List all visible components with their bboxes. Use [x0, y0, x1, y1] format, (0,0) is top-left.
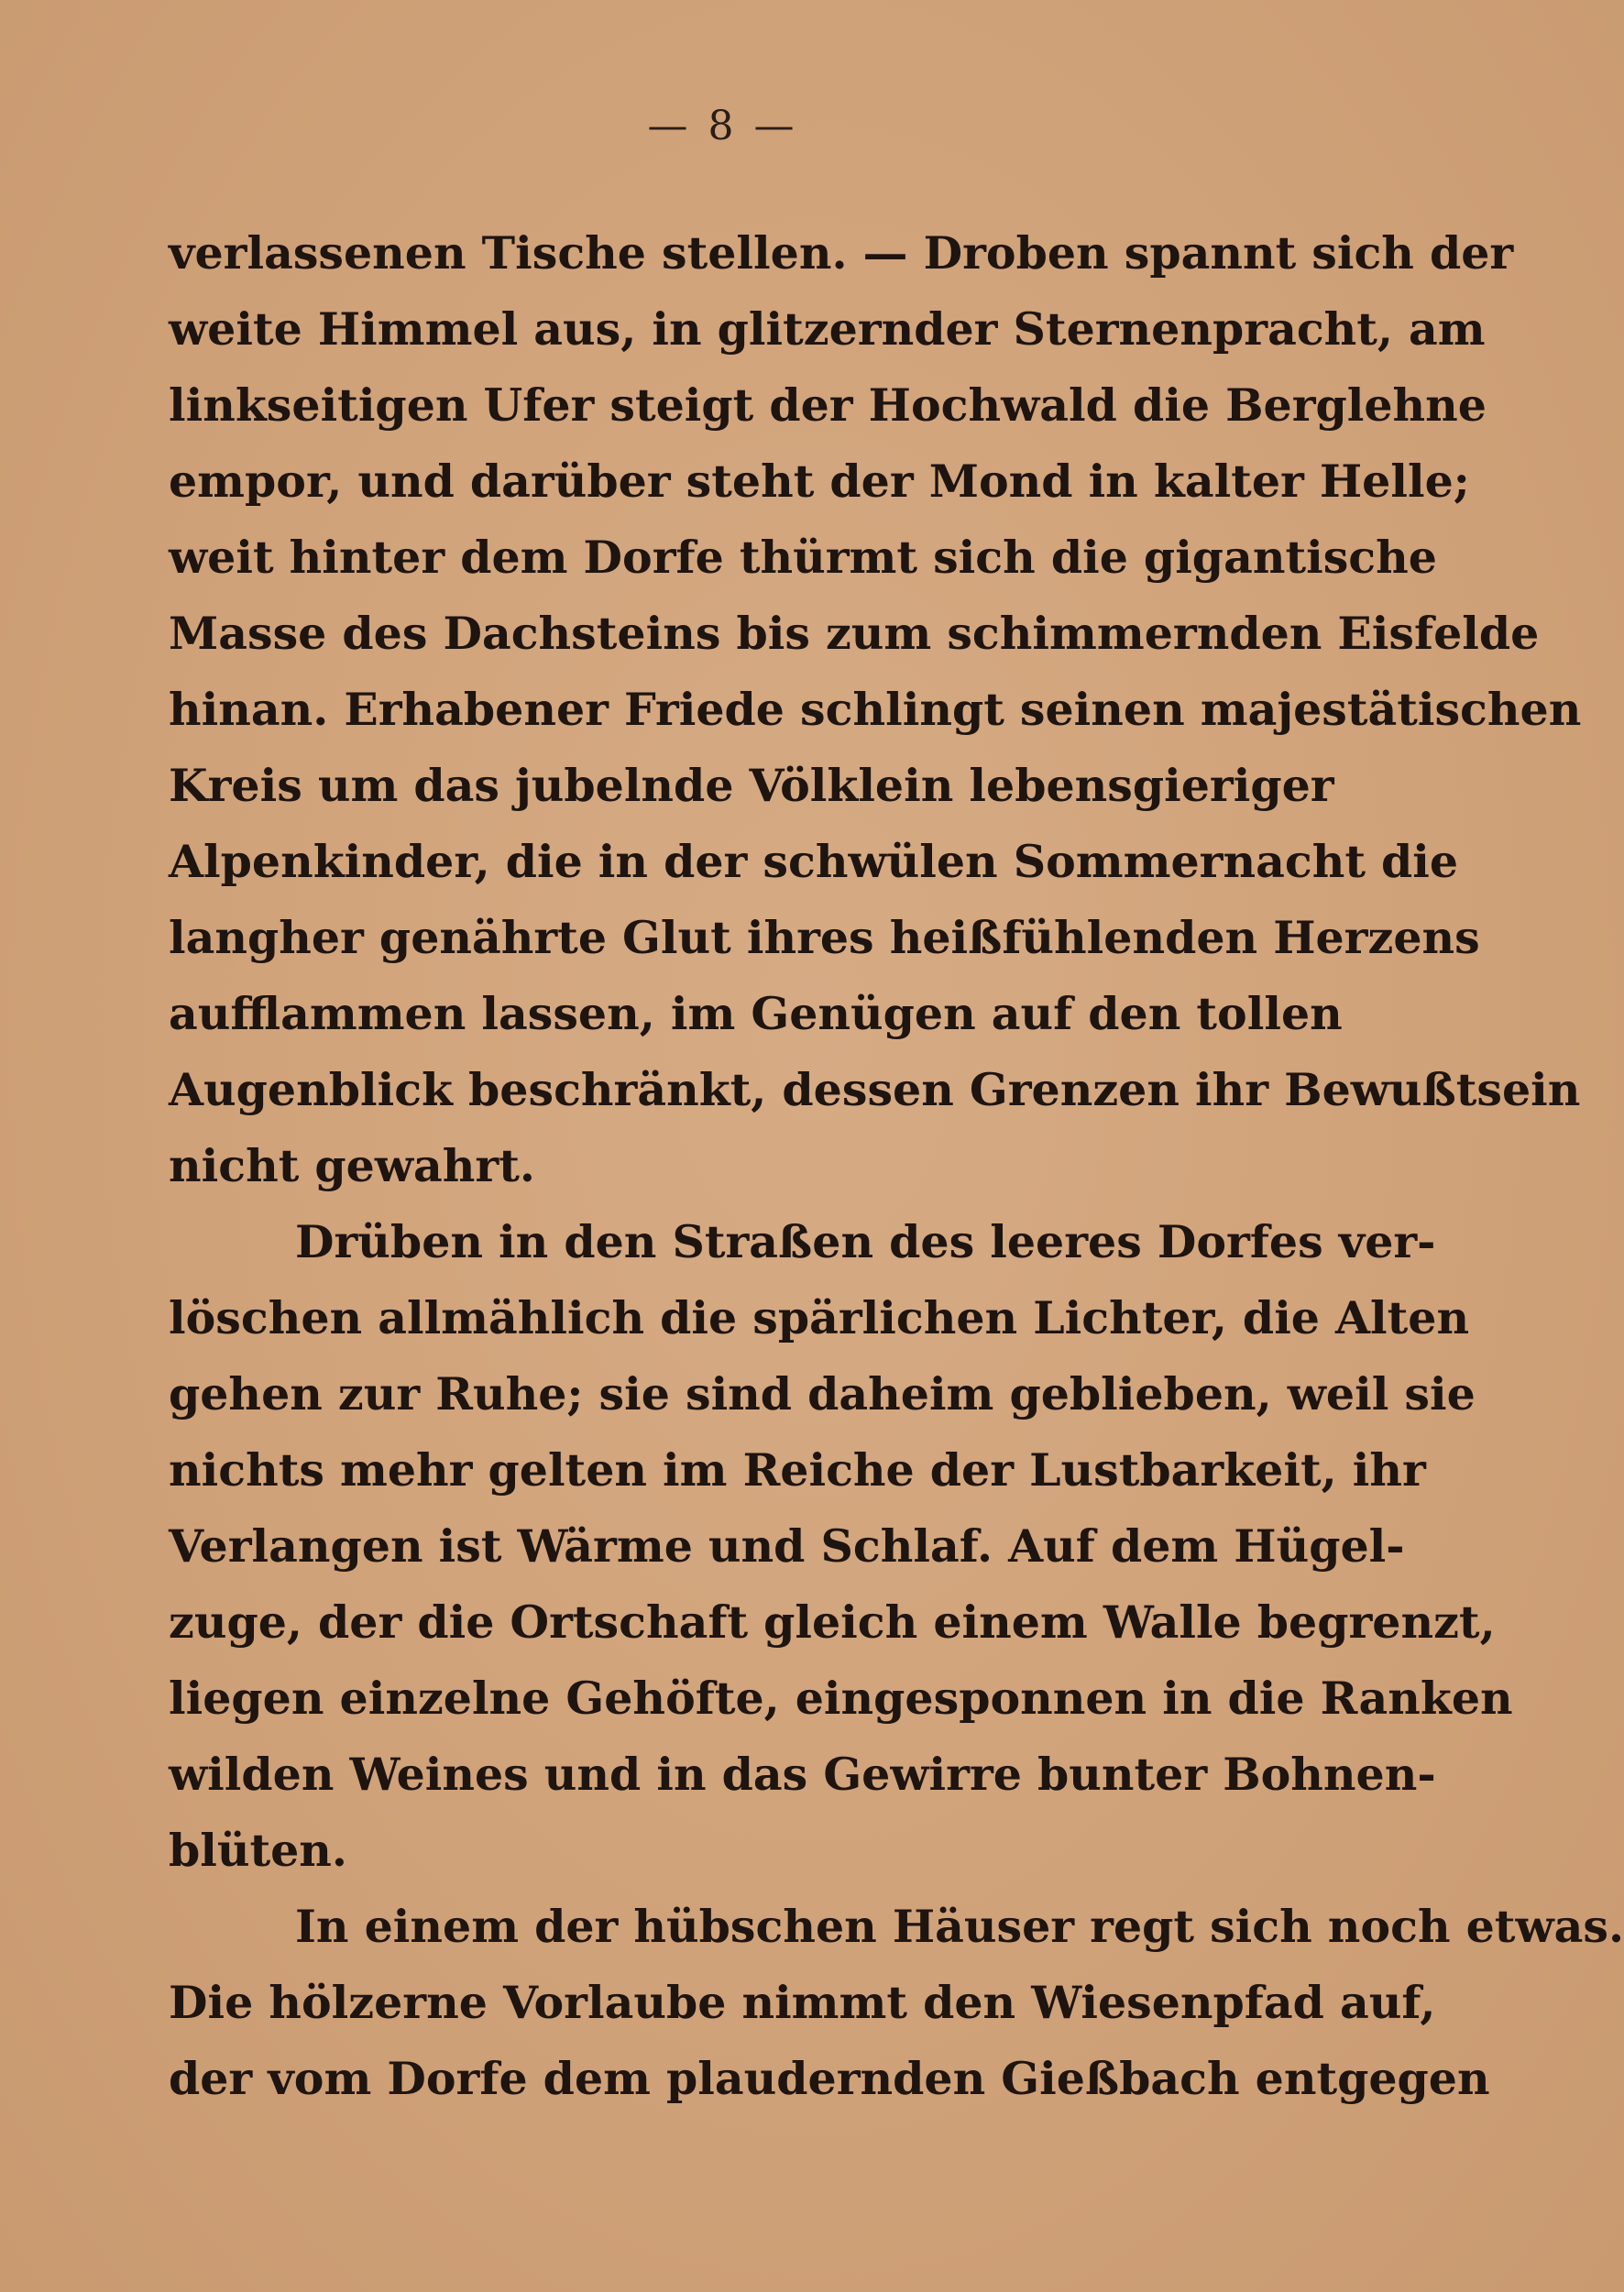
- text-line: weit hinter dem Dorfe thürmt sich die gigantische: [169, 531, 1437, 584]
- text-line: langher genährte Glut ihres heißfühlenden Herzens: [169, 911, 1480, 964]
- text-line: Drüben in den Straßen des leeres Dorfes ver-: [295, 1215, 1436, 1268]
- text-line: blüten.: [169, 1824, 347, 1877]
- text-line: Die hölzerne Vorlaube nimmt den Wiesenpfad auf,: [169, 1976, 1436, 2029]
- text-line: Verlangen ist Wärme und Schlaf. Auf dem Hügel-: [169, 1519, 1405, 1573]
- text-line: wilden Weines und in das Gewirre bunter Bohnen-: [169, 1748, 1436, 1801]
- text-line: weite Himmel aus, in glitzernder Sternenpracht, am: [169, 302, 1486, 356]
- text-line: der vom Dorfe dem plaudernden Gießbach entgegen: [169, 2052, 1490, 2105]
- text-line: hinan. Erhabener Friede schlingt seinen majestätischen: [169, 683, 1582, 736]
- text-line: liegen einzelne Gehöfte, eingesponnen in die Ranken: [169, 1672, 1513, 1725]
- text-line: gehen zur Ruhe; sie sind daheim geblieben, weil sie: [169, 1367, 1476, 1420]
- page-number: — 8 —: [647, 103, 798, 149]
- text-line: empor, und darüber steht der Mond in kalter Helle;: [169, 455, 1470, 508]
- paragraph: [169, 1889, 1624, 2117]
- text-line: löschen allmählich die spärlichen Lichter, die Alten: [169, 1291, 1470, 1344]
- text-line: zuge, der die Ortschaft gleich einem Walle begrenzt,: [169, 1596, 1496, 1649]
- body-text: [169, 215, 1624, 2117]
- text-line: nichts mehr gelten im Reiche der Lustbarkeit, ihr: [169, 1443, 1426, 1497]
- text-line: Augenblick beschränkt, dessen Grenzen ihr Bewußtsein: [169, 1063, 1581, 1116]
- paragraph: [169, 1204, 1513, 1889]
- text-line: Kreis um das jubelnde Völklein lebensgieriger: [169, 759, 1334, 812]
- text-line: verlassenen Tische stellen. — Droben spannt sich der: [169, 226, 1514, 280]
- text-line: Alpenkinder, die in der schwülen Sommernacht die: [169, 835, 1459, 888]
- text-line: aufflammen lassen, im Genügen auf den tollen: [169, 987, 1343, 1040]
- text-line: linkseitigen Ufer steigt der Hochwald die Berglehne: [169, 378, 1487, 432]
- text-line: nicht gewahrt.: [169, 1139, 535, 1192]
- text-line: In einem der hübschen Häuser regt sich noch etwas.: [295, 1900, 1624, 1953]
- paragraph: [169, 215, 1582, 1204]
- text-line: Masse des Dachsteins bis zum schimmernden Eisfelde: [169, 607, 1540, 660]
